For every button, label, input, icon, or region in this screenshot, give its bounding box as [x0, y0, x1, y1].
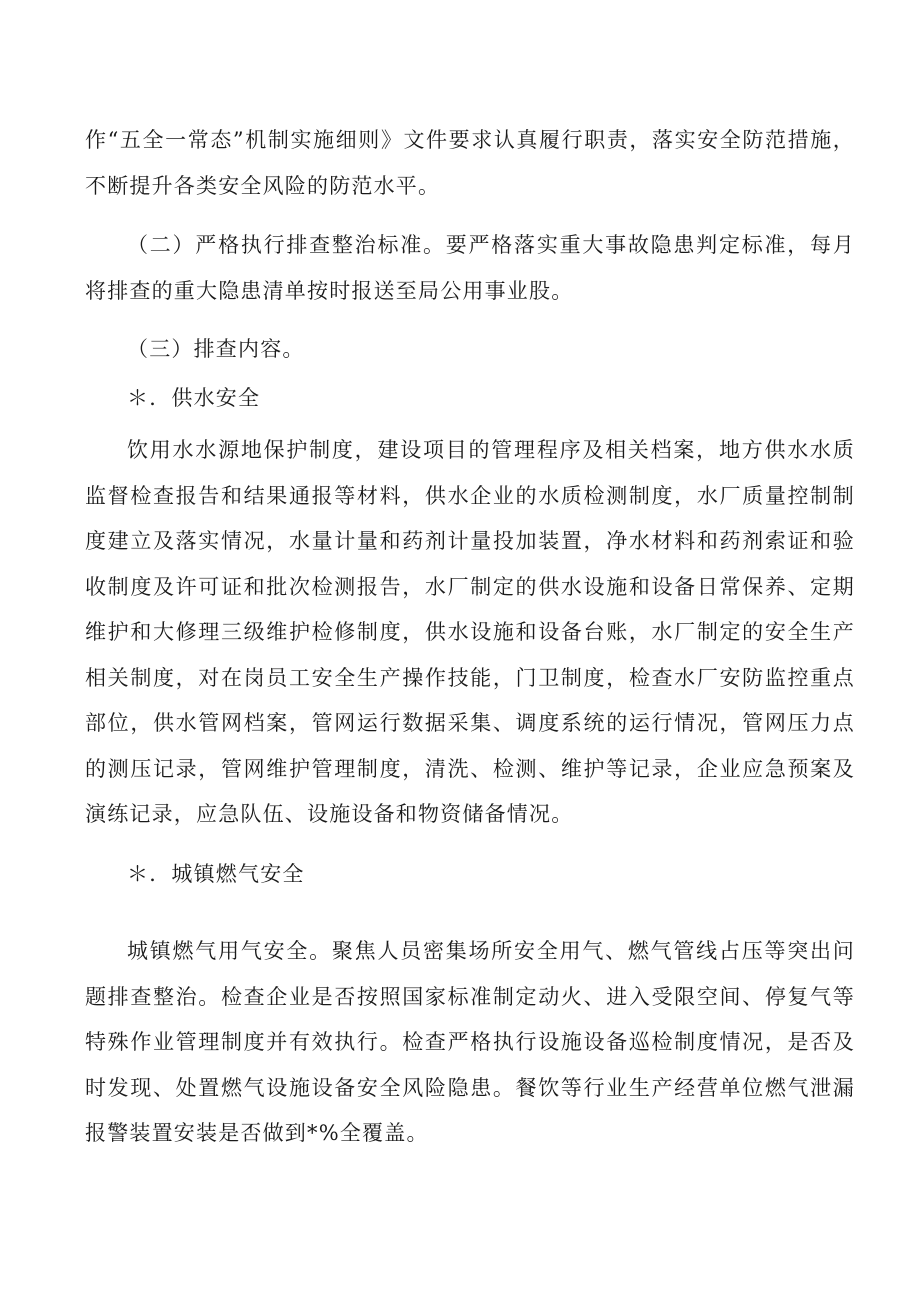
paragraph-section-two: （二）严格执行排查整治标准。要严格落实重大事故隐患判定标准，每月将排查的重大隐患清单按时报送至局公用事业股。: [85, 233, 855, 303]
paragraph-intro-continuation: 作“五全一常态”机制实施细则》文件要求认真履行职责，落实安全防范措施，不断提升各类安全风险的防范水平。: [85, 128, 855, 198]
heading-water-supply-safety: ＊．供水安全: [127, 386, 261, 410]
paragraph-urban-gas: 城镇燃气用气安全。聚焦人员密集场所安全用气、燃气管线占压等突出问题排查整治。检查企业是否按照国家标准制定动火、进入受限空间、停复气等特殊作业管理制度并有效执行。检查严格执行设施设备巡检制度情况，是否及时发现、处置燃气设施设备安全风险隐患。餐饮等行业生产经营单位燃气泄漏报警装置安装是否做到*%全覆盖。: [85, 939, 855, 1145]
heading-urban-gas-safety: ＊．城镇燃气安全: [127, 862, 305, 886]
paragraph-water-supply: 饮用水水源地保护制度，建设项目的管理程序及相关档案，地方供水水质监督检查报告和结果通报等材料，供水企业的水质检测制度，水厂质量控制制度建立及落实情况，水量计量和药剂计量投加装置，净水材料和药剂索证和验收制度及许可证和批次检测报告，水厂制定的供水设施和设备日常保养、定期维护和大修理三级维护检修制度，供水设施和设备台账，水厂制定的安全生产相关制度，对在岗员工安全生产操作技能，门卫制度，检查水厂安防监控重点部位，供水管网档案，管网运行数据采集、调度系统的运行情况，管网压力点的测压记录，管网维护管理制度，清洗、检测、维护等记录，企业应急预案及演练记录，应急队伍、设施设备和物资储备情况。: [85, 438, 855, 826]
heading-section-three: （三）排查内容。: [127, 337, 305, 361]
